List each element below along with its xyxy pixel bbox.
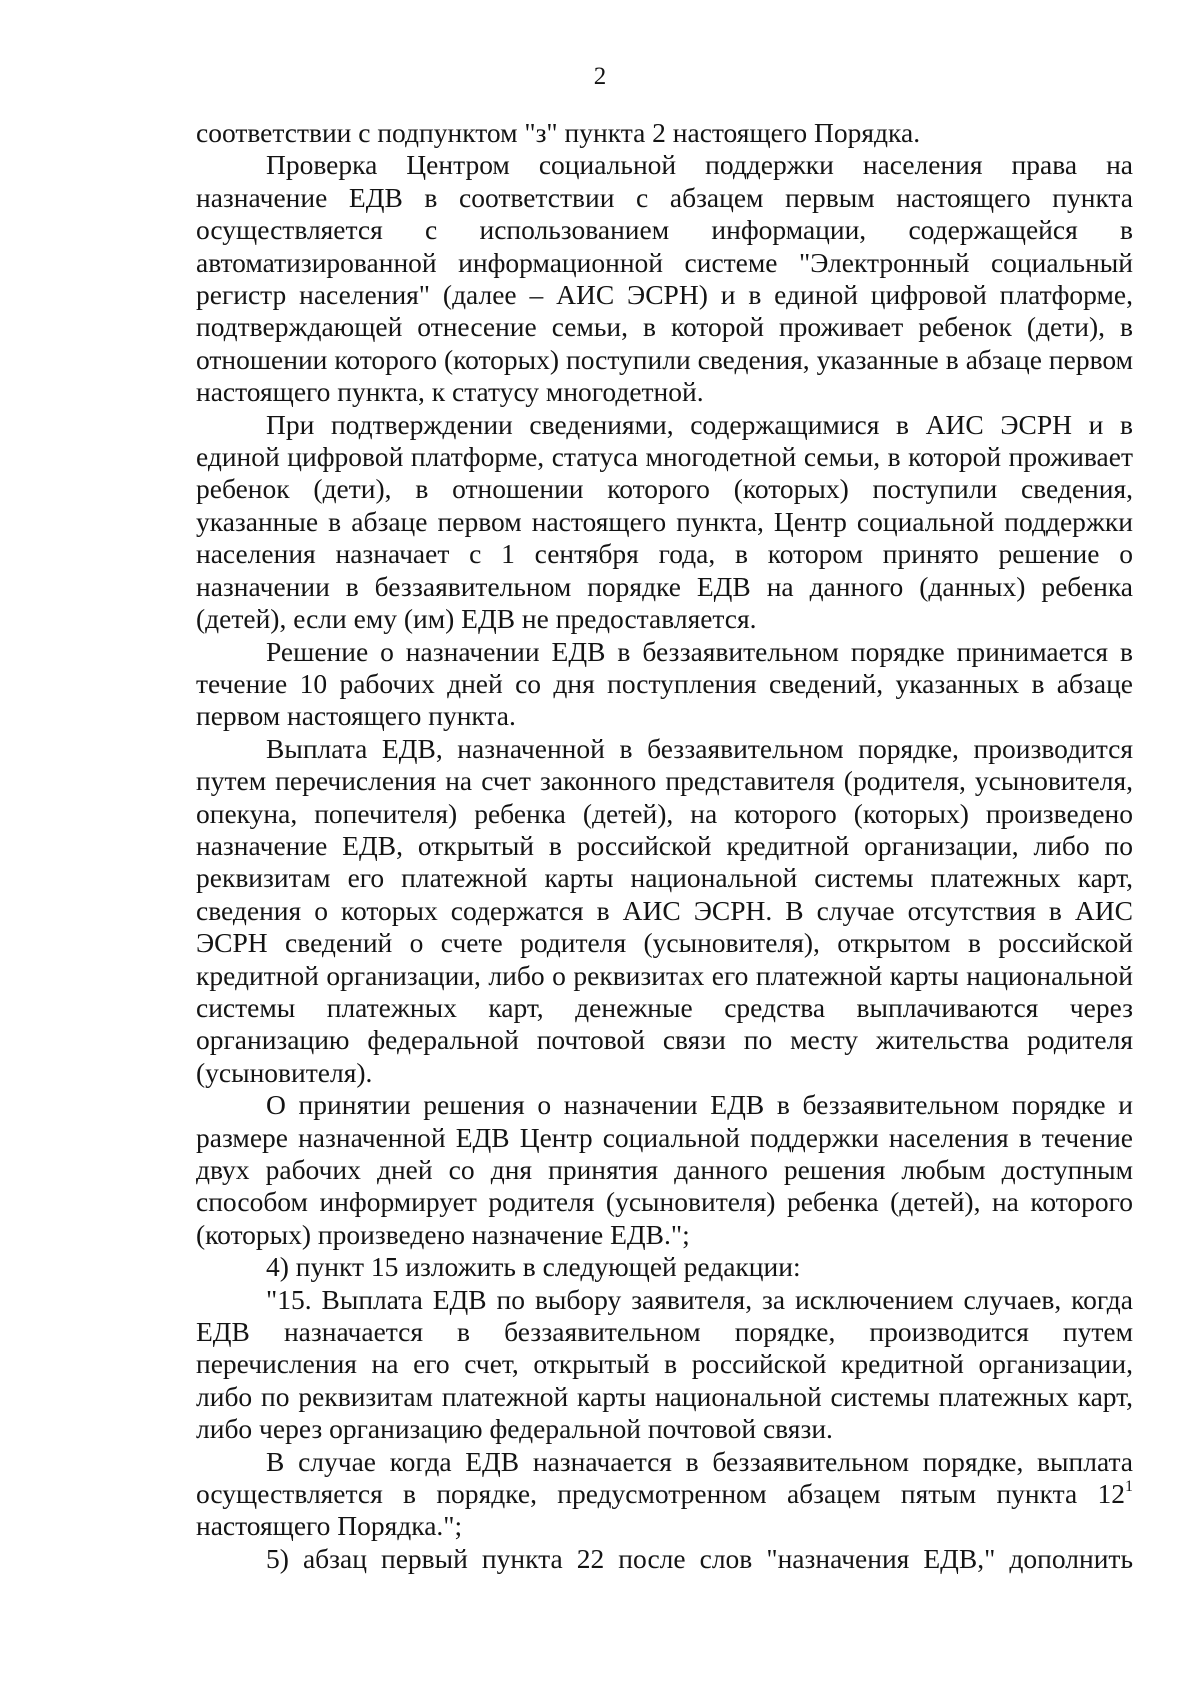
superscript: 1: [1125, 1477, 1133, 1495]
paragraph-item-4: 4) пункт 15 изложить в следующей редакции:: [266, 1251, 801, 1283]
paragraph-confirmation: При подтверждении сведениями, содержащимися в АИС ЭСРН и в единой цифровой платформе, статуса многодетной семьи, в которой проживает ребенок (дети), в отношении которого (которых) поступили сведения, указанные в абзаце первом настоящего пункта, Центр социальной поддержки населения назначает с 1 сентября года, в котором принято решение о назначении в беззаявительном порядке ЕДВ на данного (данных) ребенка (детей), если ему (им) ЕДВ не предоставляется.: [196, 408, 1133, 635]
paragraph-continuation: соответствии с подпунктом "з" пункта 2 настоящего Порядка.: [196, 117, 921, 148]
paragraph-text-part: В случае когда ЕДВ назначается в беззаявительном порядке, выплата осуществляется в порядке, предусмотренном абзацем пятым пункта 12: [196, 1445, 1133, 1510]
paragraph-decision-term: Решение о назначении ЕДВ в беззаявительном порядке принимается в течение 10 рабочих дней со дня поступления сведений, указанных в абзаце первом настоящего пункта.: [196, 635, 1133, 732]
paragraph-verification: Проверка Центром социальной поддержки населения права на назначение ЕДВ в соответствии с абзацем первым настоящего пункта осуществляется с использованием информации, содержащейся в автоматизированной информационной системе "Электронный социальный регистр населения" (далее – АИС ЭСРН) и в единой цифровой платформе, подтверждающей отнесение семьи, в которой проживает ребенок (дети), в отношении которого (которых) поступили сведения, указанные в абзаце первом настоящего пункта, к статусу многодетной.: [196, 149, 1133, 408]
document-body: [196, 117, 1133, 1575]
paragraph-payment: Выплата ЕДВ, назначенной в беззаявительном порядке, производится путем перечисления на счет законного представителя (родителя, усыновителя, опекуна, попечителя) ребенка (детей), на которого (которых) произведено назначение ЕДВ, открытый в российской кредитной организации, либо по реквизитам его платежной карты национальной системы платежных карт, сведения о которых содержатся в АИС ЭСРН. В случае отсутствия в АИС ЭСРН сведений о счете родителя (усыновителя), открытом в российской кредитной организации, либо о реквизитах его платежной карты национальной системы платежных карт, денежные средства выплачиваются через организацию федеральной почтовой связи по месту жительства родителя (усыновителя).: [196, 732, 1133, 1088]
page-number: 2: [593, 63, 607, 90]
paragraph-item-5: 5) абзац первый пункта 22 после слов "назначения ЕДВ," дополнить: [266, 1542, 1133, 1574]
paragraph-unrequested-payment: [196, 1446, 1133, 1543]
paragraph-text-part: настоящего Порядка.";: [196, 1510, 463, 1542]
paragraph-notification: О принятии решения о назначении ЕДВ в беззаявительном порядке и размере назначенной ЕДВ Центр социальной поддержки населения в течение двух рабочих дней со дня принятия данного решения любым доступным способом информирует родителя (усыновителя) ребенка (детей), на которого (которых) произведено назначение ЕДВ.";: [196, 1089, 1133, 1250]
paragraph-item-15: "15. Выплата ЕДВ по выбору заявителя, за исключением случаев, когда ЕДВ назначается в беззаявительном порядке, производится путем перечисления на его счет, открытый в российской кредитной организации, либо по реквизитам платежной карты национальной системы платежных карт, либо через организацию федеральной почтовой связи.: [196, 1283, 1133, 1445]
